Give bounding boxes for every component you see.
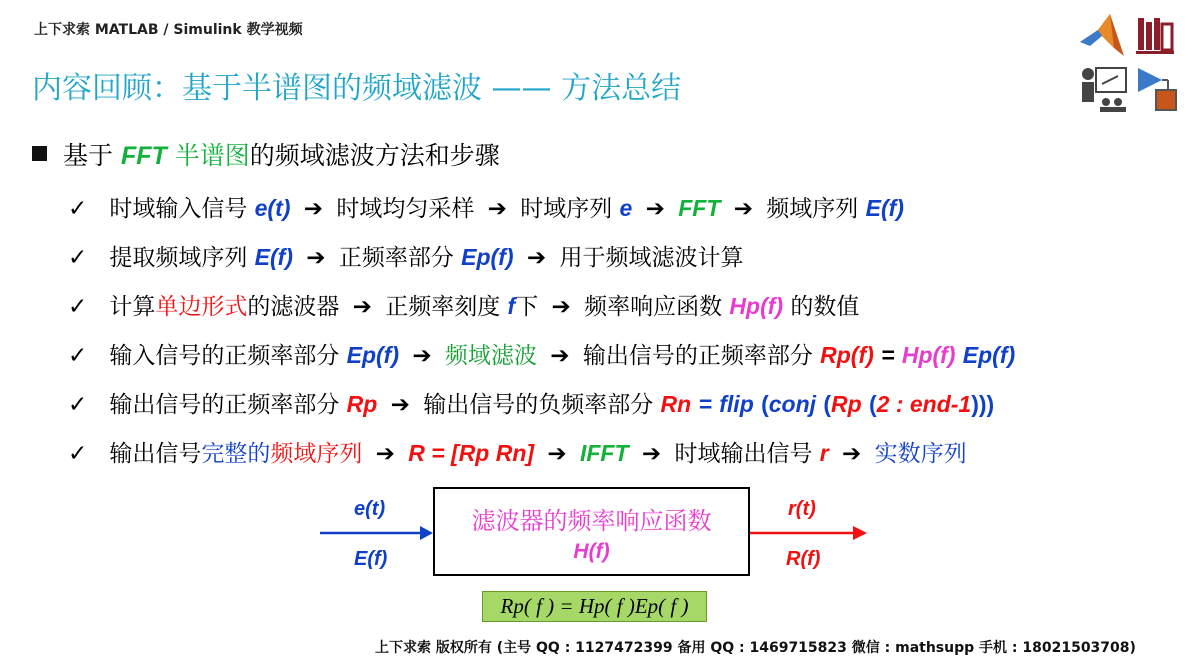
item-var: r <box>819 440 829 466</box>
section-suffix: 的频域滤波方法和步骤 <box>249 141 500 170</box>
check-icon: ✓ <box>68 294 88 320</box>
item-paren: ( <box>823 391 831 417</box>
item-text: 输出信号的正频率部分 <box>109 392 340 418</box>
check-icon: ✓ <box>68 196 88 222</box>
list-item <box>68 386 994 419</box>
simulink-block-icon <box>1136 66 1180 112</box>
output-arrow-icon <box>750 522 870 544</box>
item-var: Rp <box>346 391 378 417</box>
item-var: Rp <box>831 391 862 417</box>
item-text: 频域序列 <box>766 196 859 222</box>
check-icon: ✓ <box>68 441 88 467</box>
arrow-right-icon: ➔ <box>547 441 567 467</box>
list-item <box>68 239 743 272</box>
item-text: 时域均匀采样 <box>336 196 475 222</box>
item-ifft: IFFT <box>579 440 629 466</box>
library-books-icon <box>1136 14 1176 54</box>
footer-copyright: 上下求索 版权所有 (主号 QQ : 1127472399 备用 QQ : 1469715823 微信 : mathsupp 手机 : 18021503708) <box>375 640 1136 656</box>
item-eq: = <box>881 342 895 368</box>
item-text: 计算 <box>109 294 156 320</box>
input-freq-label: E(f) <box>354 548 388 570</box>
output-freq-label: R(f) <box>786 548 821 570</box>
item-text: 的滤波器 <box>247 294 340 320</box>
item-fft: FFT <box>678 195 721 221</box>
item-var: Hp(f) <box>901 342 956 368</box>
item-var: E(f) <box>865 195 904 221</box>
arrow-right-icon: ➔ <box>641 441 662 467</box>
arrow-right-icon: ➔ <box>551 294 571 320</box>
check-icon: ✓ <box>68 245 88 271</box>
item-paren: ( <box>868 391 877 417</box>
square-bullet-icon <box>32 146 47 161</box>
list-item <box>68 190 904 223</box>
output-time-label: r(t) <box>788 498 816 520</box>
input-arrow-icon <box>320 522 435 544</box>
section-heading <box>32 136 500 172</box>
section-halfspec: 半谱图 <box>174 141 250 170</box>
item-text: 频率响应函数 <box>584 294 723 320</box>
item-var: Rn <box>660 391 692 417</box>
item-highlight: 频域滤波 <box>444 343 537 369</box>
item-index: 2 : end-1 <box>876 391 972 417</box>
filter-block-sub: H(f) <box>573 540 610 563</box>
list-item <box>68 337 1015 370</box>
arrow-right-icon: ➔ <box>306 245 326 271</box>
item-var: E(f) <box>254 244 293 270</box>
item-highlight: 频域序列 <box>270 441 363 467</box>
item-text: 时域序列 <box>520 196 613 222</box>
item-text: 输出信号的正频率部分 <box>582 343 813 369</box>
page-title: 内容回顾：基于半谱图的频域滤波 —— 方法总结 <box>32 71 682 106</box>
arrow-right-icon: ➔ <box>550 343 570 369</box>
formula-box: Rp( f ) = Hp( f )Ep( f ) <box>482 591 707 622</box>
arrow-right-icon: ➔ <box>526 245 547 271</box>
item-eq: = <box>698 391 712 417</box>
item-text: 的数值 <box>790 294 860 320</box>
matlab-logo-icon <box>1080 12 1130 58</box>
section-fft: FFT <box>120 142 167 170</box>
item-var: R = [Rp Rn] <box>408 440 535 466</box>
item-text: 时域输入信号 <box>109 196 248 222</box>
item-text: 下 <box>515 294 539 320</box>
item-highlight: 实数序列 <box>874 441 967 467</box>
item-text: 时域输出信号 <box>674 441 813 467</box>
arrow-right-icon: ➔ <box>412 343 432 369</box>
arrow-right-icon: ➔ <box>375 441 395 467</box>
item-var: f <box>507 293 516 319</box>
item-func: conj <box>768 391 817 417</box>
item-func: flip <box>719 391 754 417</box>
arrow-right-icon: ➔ <box>303 196 323 222</box>
item-var: e <box>619 195 633 221</box>
filter-block-title: 滤波器的频率响应函数 <box>471 507 712 535</box>
header-caption: 上下求索 MATLAB / Simulink 教学视频 <box>34 22 303 38</box>
item-text: 用于频域滤波计算 <box>559 245 744 271</box>
item-paren: ( <box>761 391 769 417</box>
section-prefix: 基于 <box>63 141 114 170</box>
item-var: e(t) <box>254 195 291 221</box>
item-paren: ))) <box>971 391 995 417</box>
item-text: 正频率部分 <box>338 245 454 271</box>
list-item <box>68 288 859 321</box>
arrow-right-icon: ➔ <box>645 196 665 222</box>
item-highlight: 完整的 <box>201 441 271 467</box>
arrow-right-icon: ➔ <box>842 441 862 467</box>
item-var: Ep(f) <box>461 244 514 270</box>
item-text: 输入信号的正频率部分 <box>109 343 340 369</box>
item-text: 输出信号的负频率部分 <box>423 392 654 418</box>
arrow-right-icon: ➔ <box>352 294 372 320</box>
arrow-right-icon: ➔ <box>733 196 753 222</box>
item-text: 正频率刻度 <box>385 294 501 320</box>
item-highlight: 单边形式 <box>155 294 248 320</box>
check-icon: ✓ <box>68 343 88 369</box>
arrow-right-icon: ➔ <box>390 392 410 418</box>
item-text: 输出信号 <box>109 441 202 467</box>
input-time-label: e(t) <box>354 498 386 520</box>
check-icon: ✓ <box>68 392 88 418</box>
item-text: 提取频域序列 <box>109 245 248 271</box>
filter-block <box>433 487 750 576</box>
arrow-right-icon: ➔ <box>487 196 507 222</box>
item-var: Hp(f) <box>729 293 784 319</box>
teacher-presentation-icon <box>1078 64 1130 112</box>
item-var: Ep(f) <box>346 342 399 368</box>
item-var: Ep(f) <box>962 342 1016 368</box>
list-item <box>68 435 967 468</box>
item-var: Rp(f) <box>820 342 874 368</box>
